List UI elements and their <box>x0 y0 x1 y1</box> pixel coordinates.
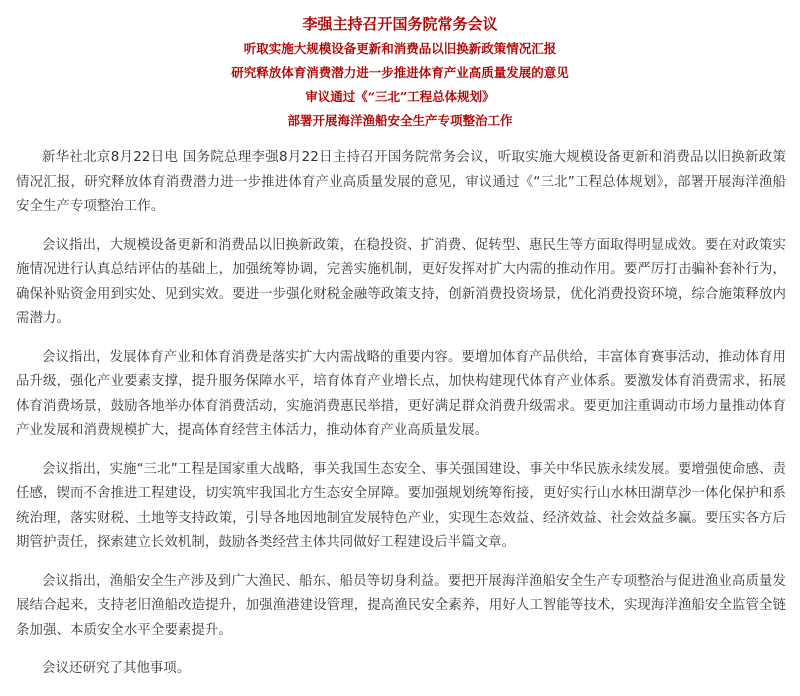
paragraph-lead: 新华社北京8月22日电 国务院总理李强8月22日主持召开国务院常务会议，听取实施大规模设备更新和消费品以旧换新政策情况汇报，研究释放体育消费潜力进一步推进体育产业高质量发展的意见，审议通过《“三北”工程总体规划》，部署开展海洋渔船安全生产专项整治工作。 <box>16 150 786 214</box>
paragraph-sports-industry: 会议指出，发展体育产业和体育消费是落实扩大内需战略的重要内容。要增加体育产品供给，丰富体育赛事活动，推动体育用品升级，强化产业要素支撑，提升服务保障水平，培育体育产业增长点，加快构建现代体育产业体系。要激发体育消费需求，拓展体育消费场景，鼓励各地举办体育消费活动，实施消费惠民举措，更好满足群众消费升级需求。要更加注重调动市场力量推动体育产业发展和消费规模扩大，提高体育经营主体活力，推动体育产业高质量发展。 <box>16 349 786 438</box>
subtitle-4: 部署开展海洋渔船安全生产专项整治工作 <box>287 113 513 128</box>
article-title: 李强主持召开国务院常务会议 <box>302 15 498 33</box>
paragraph-fishing-vessel-safety: 会议指出，渔船安全生产涉及到广大渔民、船东、船员等切身利益。要把开展海洋渔船安全生产专项整治与促进渔业高质量发展结合起来，支持老旧渔船改造提升，加强渔港建设管理，提高渔民安全素养，用好人工智能等技术，实现海洋渔船安全监管全链条加强、本质安全水平全要素提升。 <box>16 573 786 638</box>
headline-block <box>0 0 800 131</box>
subtitle-2: 研究释放体育消费潜力进一步推进体育产业高质量发展的意见 <box>231 65 569 80</box>
subtitle-1: 听取实施大规模设备更新和消费品以旧换新政策情况汇报 <box>243 41 557 56</box>
subtitle-3: 审议通过《“三北”工程总体规划》 <box>305 89 495 104</box>
article-body <box>16 146 786 696</box>
paragraph-three-north-project: 会议指出，实施“三北”工程是国家重大战略，事关我国生态安全、事关强国建设、事关中华民族永续发展。要增强使命感、责任感，锲而不舍推进工程建设，切实筑牢我国北方生态安全屏障。要加强规划统筹衔接，更好实行山水林田湖草沙一体化保护和系统治理，落实财税、土地等支持政策，引导各地因地制宜发展特色产业，实现生态效益、经济效益、社会效益多赢。要压实各方后期管护责任，探索建立长效机制，鼓励各类经营主体共同做好工程建设后半篇文章。 <box>16 461 786 550</box>
paragraph-equipment-renewal: 会议指出，大规模设备更新和消费品以旧换新政策，在稳投资、扩消费、促转型、惠民生等方面取得明显成效。要在对政策实施情况进行认真总结评估的基础上，加强统筹协调，完善实施机制，更好发挥对扩大内需的推动作用。要严厉打击骗补套补行为，确保补贴资金用到实处、见到实效。要进一步强化财税金融等政策支持，创新消费投资场景，优化消费投资环境，综合施策释放内需潜力。 <box>16 237 786 326</box>
paragraph-other-matters: 会议还研究了其他事项。 <box>42 661 191 676</box>
